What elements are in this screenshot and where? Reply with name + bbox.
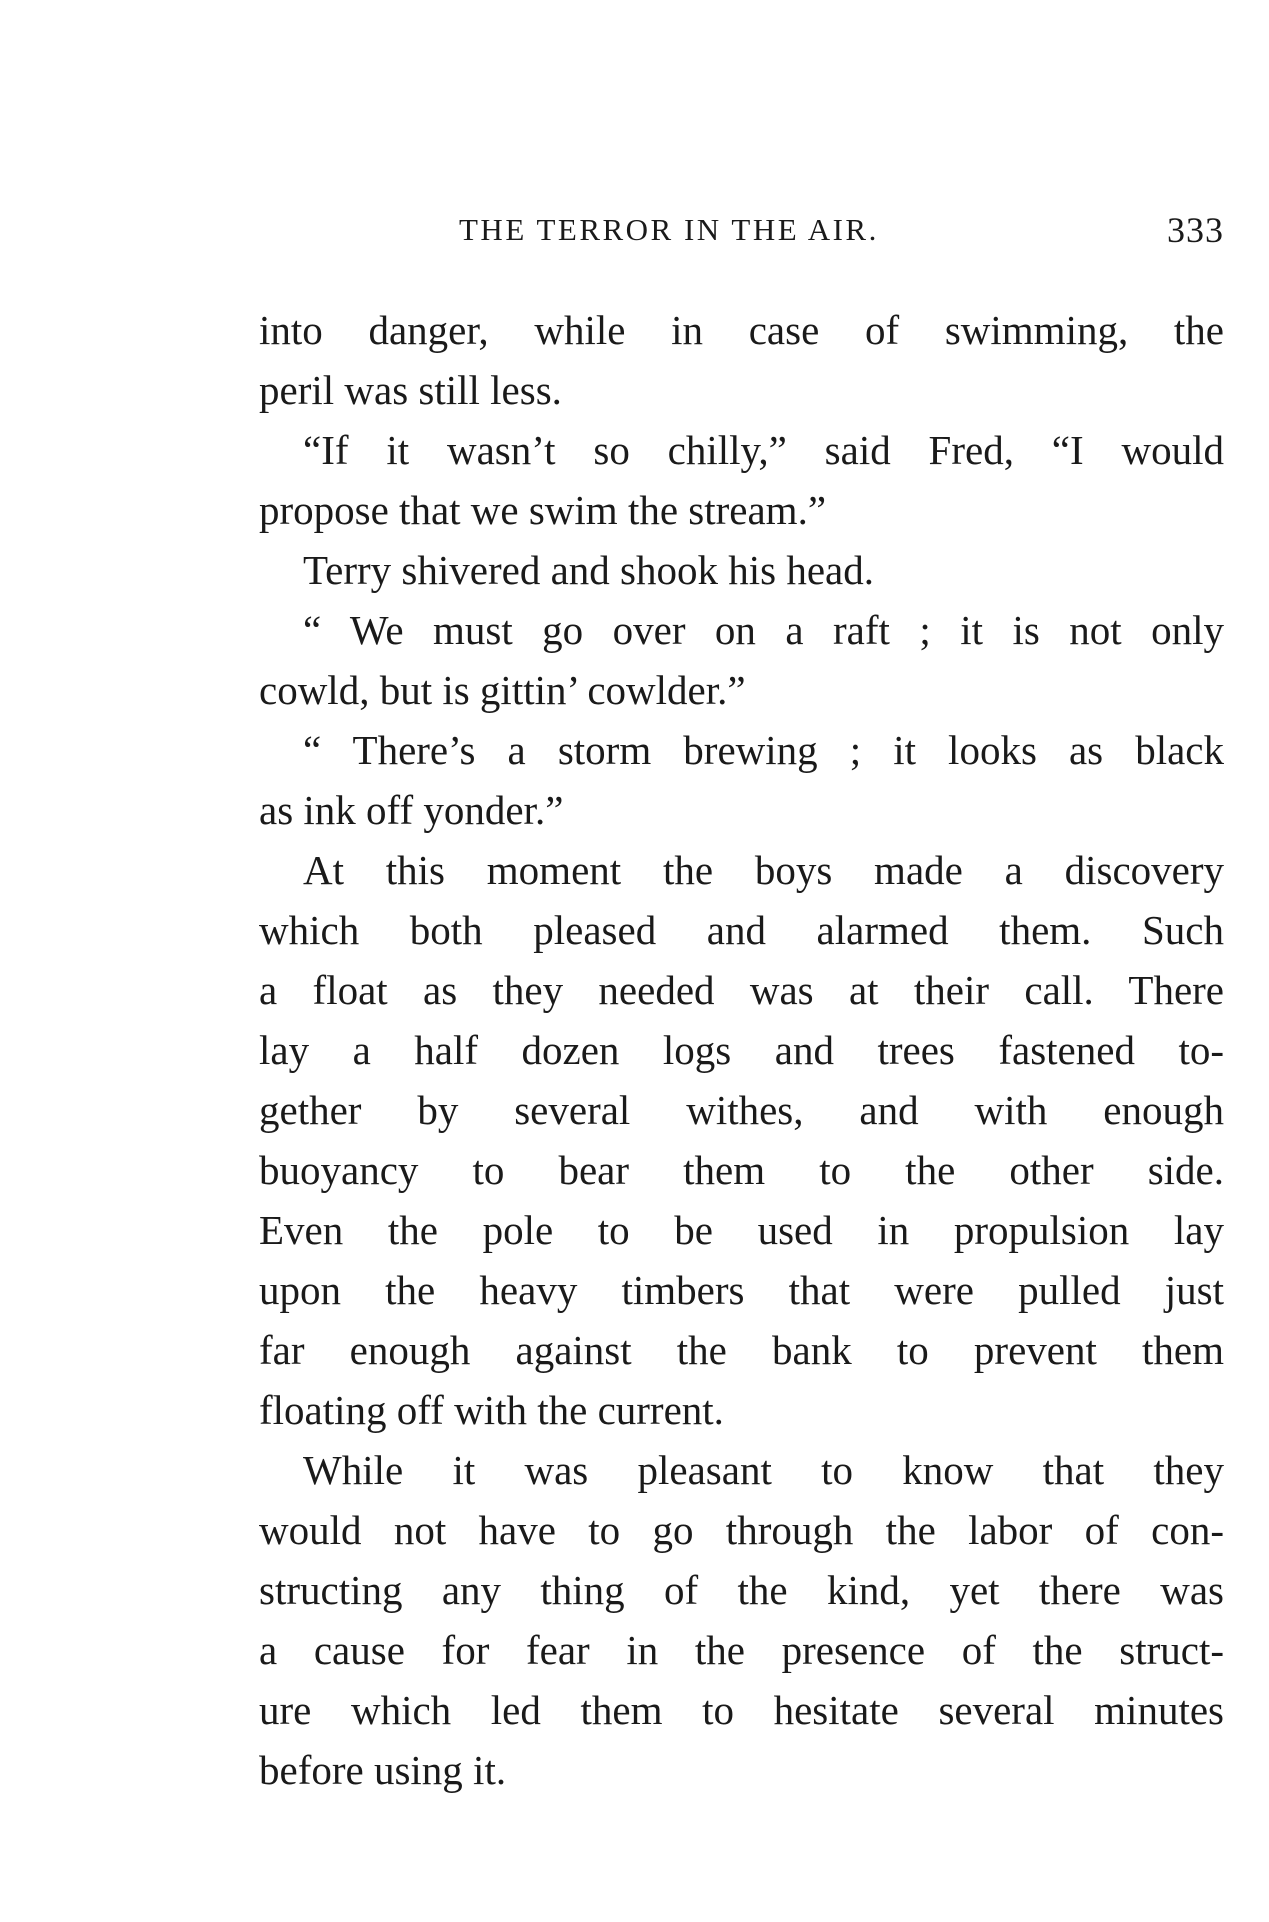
text-line: At this moment the boys made a discovery (303, 847, 1224, 893)
text-line: While it was pleasant to know that they (303, 1447, 1224, 1493)
text-line: lay a half dozen logs and trees fastened to- (259, 1027, 1224, 1073)
page-number: 333 (1167, 210, 1224, 250)
text-line: ure which led them to hesitate several minutes (259, 1687, 1224, 1733)
text-line: buoyancy to bear them to the other side. (259, 1147, 1224, 1193)
text-line: “If it wasn’t so chilly,” said Fred, “I would (303, 427, 1224, 473)
text-line: gether by several withes, and with enough (259, 1087, 1224, 1133)
running-head (259, 205, 1224, 255)
text-line: peril was still less. (259, 367, 562, 413)
text-line: “ We must go over on a raft ; it is not only (303, 607, 1224, 653)
text-line: cowld, but is gittin’ cowlder.” (259, 667, 746, 713)
text-line: Even the pole to be used in propulsion lay (259, 1207, 1224, 1253)
text-line: a float as they needed was at their call. There (259, 967, 1224, 1013)
text-line: floating off with the current. (259, 1387, 724, 1433)
text-line: a cause for fear in the presence of the struct- (259, 1627, 1224, 1673)
text-line: “ There’s a storm brewing ; it looks as black (303, 727, 1224, 773)
running-title: THE TERROR IN THE AIR. (459, 212, 879, 247)
text-line: into danger, while in case of swimming, the (259, 307, 1224, 353)
text-line: structing any thing of the kind, yet there was (259, 1567, 1224, 1613)
text-line: upon the heavy timbers that were pulled just (259, 1267, 1224, 1313)
text-line: which both pleased and alarmed them. Such (259, 907, 1224, 953)
text-line: propose that we swim the stream.” (259, 487, 827, 533)
text-line: far enough against the bank to prevent them (259, 1327, 1224, 1373)
text-line: Terry shivered and shook his head. (303, 547, 874, 593)
text-line: before using it. (259, 1747, 507, 1793)
text-body (259, 300, 1224, 1800)
text-line: as ink off yonder.” (259, 787, 564, 833)
text-line: would not have to go through the labor of con- (259, 1507, 1224, 1553)
